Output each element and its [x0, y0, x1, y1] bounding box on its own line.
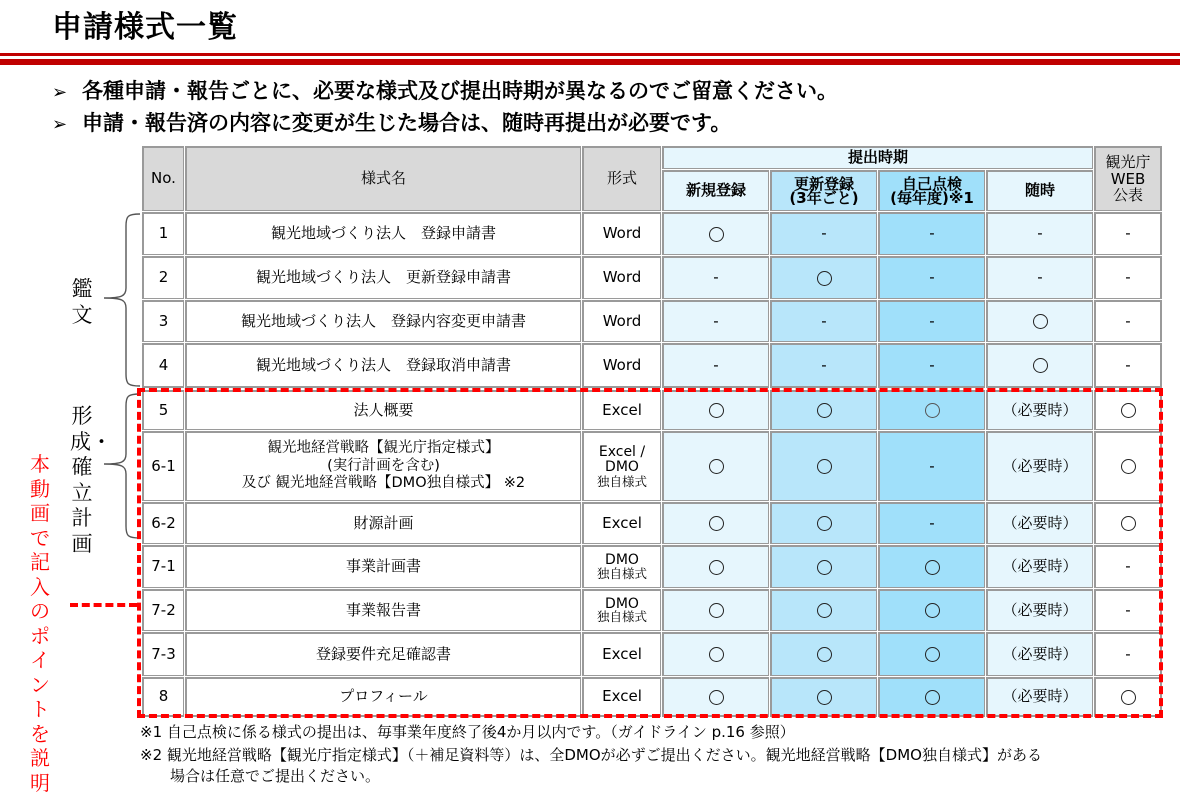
cell-self-check	[878, 677, 986, 717]
cell-anytime	[986, 343, 1094, 388]
title-rule-thick	[0, 59, 1180, 65]
cell-anytime: （必要時）	[986, 677, 1094, 717]
circle-mark-icon	[709, 690, 724, 705]
cell-form-name: 観光地域づくり法人 更新登録申請書	[185, 256, 582, 300]
group-label-keisei	[70, 404, 112, 557]
cell-new	[662, 545, 770, 589]
cell-no: 1	[142, 212, 185, 256]
cell-self-check: -	[878, 256, 986, 300]
cell-self-check: -	[878, 343, 986, 388]
annotation-char: 画	[30, 501, 50, 525]
cell-anytime: （必要時）	[986, 502, 1094, 545]
footnote-2-cont: 場合は任意でご提出ください。	[140, 767, 381, 785]
cell-new	[662, 212, 770, 256]
cell-no: 7-2	[142, 589, 185, 632]
cell-web: -	[1094, 256, 1162, 300]
format-line2: DMO	[605, 458, 639, 475]
annotation-char: 入	[30, 574, 50, 599]
cell-form-name: 観光地域づくり法人 登録取消申請書	[185, 343, 582, 388]
header-self-line1: 自己点検	[901, 174, 962, 193]
format-line2: 独自様式	[596, 565, 647, 581]
annotation-char: 動	[30, 476, 50, 501]
circle-mark-icon	[817, 603, 832, 618]
header-web-line2: WEB	[1110, 169, 1146, 188]
footnote-1: ※1 自己点検に係る様式の提出は、毎事業年度終了後4か月以内です。（ガイドライン p.16 参照）	[140, 723, 795, 741]
cell-new: -	[662, 343, 770, 388]
brace-keisei-icon	[100, 392, 142, 540]
cell-new: -	[662, 300, 770, 343]
cell-new	[662, 677, 770, 717]
group-label-char: 立	[71, 480, 93, 505]
cell-no: 2	[142, 256, 185, 300]
cell-form-name: 法人概要	[185, 390, 582, 431]
cell-web: -	[1094, 343, 1162, 388]
cell-form-name: 観光地域づくり法人 登録内容変更申請書	[185, 300, 582, 343]
cell-no: 5	[142, 390, 185, 431]
brace-kanbun-icon	[100, 212, 142, 388]
cell-format: Word	[582, 256, 662, 300]
cell-web	[1094, 502, 1162, 545]
cell-anytime: （必要時）	[986, 545, 1094, 589]
cell-anytime	[986, 300, 1094, 343]
circle-mark-icon	[1121, 690, 1136, 705]
cell-self-check: -	[878, 502, 986, 545]
cell-no: 8	[142, 677, 185, 717]
cell-form-name	[185, 431, 582, 502]
format-line1: DMO	[605, 595, 639, 612]
cell-format	[582, 431, 662, 502]
group-label-char: 画	[71, 531, 93, 556]
arrow-bullet-icon: ➢	[52, 114, 68, 135]
circle-mark-icon	[817, 516, 832, 531]
header-anytime: 随時	[986, 170, 1094, 212]
form-name-line3: 及び 観光地経営戦略【DMO独自様式】 ※2	[241, 475, 526, 492]
cell-web	[1094, 431, 1162, 502]
circle-mark-icon	[709, 459, 724, 474]
cell-form-name: プロフィール	[185, 677, 582, 717]
cell-form-name: 観光地域づくり法人 登録申請書	[185, 212, 582, 256]
cell-web: -	[1094, 212, 1162, 256]
circle-mark-icon	[925, 647, 940, 662]
cell-self-check	[878, 390, 986, 431]
cell-self-check: -	[878, 300, 986, 343]
annotation-char: ン	[30, 672, 50, 697]
cell-update: -	[770, 212, 878, 256]
circle-mark-icon	[1033, 358, 1048, 373]
cell-new	[662, 390, 770, 431]
cell-self-check: -	[878, 212, 986, 256]
header-new: 新規登録	[662, 170, 770, 212]
cell-update	[770, 390, 878, 431]
circle-mark-icon	[925, 403, 940, 418]
cell-update	[770, 502, 878, 545]
cell-anytime: （必要時）	[986, 589, 1094, 632]
circle-mark-icon	[709, 227, 724, 242]
header-web-publish	[1094, 146, 1162, 212]
title-rule-thin	[0, 53, 1180, 56]
format-line2: 独自様式	[596, 609, 647, 625]
header-update-line2: (3年ごと)	[789, 189, 859, 207]
group-label-char: 形	[71, 404, 93, 428]
header-name: 様式名	[185, 146, 582, 212]
annotation-char: ト	[30, 697, 50, 721]
cell-web: -	[1094, 545, 1162, 589]
annotation-char: 記	[30, 550, 50, 574]
form-name-line2: (実行計画を含む)	[327, 457, 440, 474]
cell-form-name: 事業報告書	[185, 589, 582, 632]
cell-anytime: （必要時）	[986, 390, 1094, 431]
cell-format: Excel	[582, 677, 662, 717]
cell-format: Word	[582, 300, 662, 343]
header-self-check	[878, 170, 986, 212]
header-format: 形式	[582, 146, 662, 212]
cell-self-check	[878, 632, 986, 677]
cell-form-name: 登録要件充足確認書	[185, 632, 582, 677]
cell-form-name: 財源計画	[185, 502, 582, 545]
group-label-char: 鑑	[71, 277, 93, 301]
cell-update: -	[770, 300, 878, 343]
cell-new: -	[662, 256, 770, 300]
bullet-item	[52, 76, 838, 108]
cell-new	[662, 431, 770, 502]
header-web-line3: 公表	[1112, 186, 1143, 205]
circle-mark-icon	[925, 603, 940, 618]
annotation-char: イ	[30, 648, 50, 672]
annotation-char: 説	[30, 746, 50, 770]
cell-anytime: -	[986, 256, 1094, 300]
cell-update	[770, 431, 878, 502]
header-update	[770, 170, 878, 212]
format-line3: 独自様式	[596, 473, 647, 489]
cell-web: -	[1094, 632, 1162, 677]
bullet-text: 申請・報告済の内容に変更が生じた場合は、随時再提出が必要です。	[82, 111, 732, 135]
cell-web: -	[1094, 589, 1162, 632]
cell-format	[582, 545, 662, 589]
highlight-connector	[70, 603, 137, 607]
cell-self-check	[878, 545, 986, 589]
cell-format: Word	[582, 343, 662, 388]
cell-no: 7-1	[142, 545, 185, 589]
circle-mark-icon	[925, 690, 940, 705]
group-label-char: 計	[71, 506, 93, 530]
circle-mark-icon	[709, 603, 724, 618]
cell-no: 6-1	[142, 431, 185, 502]
bullet-item	[52, 108, 731, 140]
cell-web	[1094, 677, 1162, 717]
cell-update	[770, 632, 878, 677]
annotation-char: 本	[30, 452, 50, 476]
circle-mark-icon	[1121, 459, 1136, 474]
header-timing-group: 提出時期	[662, 146, 1094, 170]
bullet-text: 各種申請・報告ごとに、必要な様式及び提出時期が異なるのでご留意ください。	[82, 79, 838, 103]
cell-anytime: （必要時）	[986, 632, 1094, 677]
circle-mark-icon	[817, 403, 832, 418]
cell-update	[770, 545, 878, 589]
cell-update	[770, 256, 878, 300]
cell-update: -	[770, 343, 878, 388]
cell-update	[770, 589, 878, 632]
group-label-char: 成・	[70, 429, 112, 454]
circle-mark-icon	[1121, 403, 1136, 418]
cell-new	[662, 632, 770, 677]
header-update-line1: 更新登録	[793, 174, 854, 193]
circle-mark-icon	[817, 690, 832, 705]
group-label-char: 文	[71, 303, 93, 327]
cell-form-name: 事業計画書	[185, 545, 582, 589]
circle-mark-icon	[1121, 516, 1136, 531]
cell-self-check	[878, 589, 986, 632]
circle-mark-icon	[1033, 314, 1048, 329]
annotation-char: を	[30, 721, 50, 746]
group-label-kanbun	[70, 276, 94, 328]
circle-mark-icon	[817, 459, 832, 474]
cell-update	[770, 677, 878, 717]
footnote-2: ※2 観光地経営戦略【観光庁指定様式】（＋補足資料等）は、全DMOが必ずご提出ください。観光地経営戦略【DMO独自様式】がある	[140, 746, 1042, 764]
cell-format: Word	[582, 212, 662, 256]
cell-no: 3	[142, 300, 185, 343]
arrow-bullet-icon: ➢	[52, 82, 68, 103]
group-label-char: 確	[71, 455, 93, 479]
header-no: No.	[142, 146, 185, 212]
cell-web	[1094, 390, 1162, 431]
page-title: 申請様式一覧	[52, 10, 238, 45]
cell-format: Excel	[582, 502, 662, 545]
circle-mark-icon	[817, 271, 832, 286]
cell-web: -	[1094, 300, 1162, 343]
cell-new	[662, 502, 770, 545]
cell-format: Excel	[582, 632, 662, 677]
format-line1: Excel /	[598, 444, 646, 461]
annotation-char: の	[30, 599, 50, 623]
circle-mark-icon	[817, 647, 832, 662]
format-line1: DMO	[605, 552, 639, 569]
cell-format: Excel	[582, 390, 662, 431]
cell-anytime: -	[986, 212, 1094, 256]
circle-mark-icon	[709, 647, 724, 662]
annotation-vertical-text	[28, 452, 52, 795]
cell-self-check: -	[878, 431, 986, 502]
cell-anytime: （必要時）	[986, 431, 1094, 502]
header-self-line2: (毎年度)※1	[890, 189, 974, 207]
cell-no: 4	[142, 343, 185, 388]
form-name-line1: 観光地経営戦略【観光庁指定様式】	[267, 440, 500, 457]
header-web-line1: 観光庁	[1105, 152, 1151, 171]
cell-no: 6-2	[142, 502, 185, 545]
annotation-char: で	[30, 525, 50, 550]
circle-mark-icon	[709, 516, 724, 531]
circle-mark-icon	[709, 560, 724, 575]
circle-mark-icon	[925, 560, 940, 575]
circle-mark-icon	[709, 403, 724, 418]
annotation-char: 明	[30, 770, 50, 795]
cell-new	[662, 589, 770, 632]
circle-mark-icon	[817, 560, 832, 575]
annotation-char: ポ	[30, 623, 50, 648]
cell-no: 7-3	[142, 632, 185, 677]
cell-format	[582, 589, 662, 632]
